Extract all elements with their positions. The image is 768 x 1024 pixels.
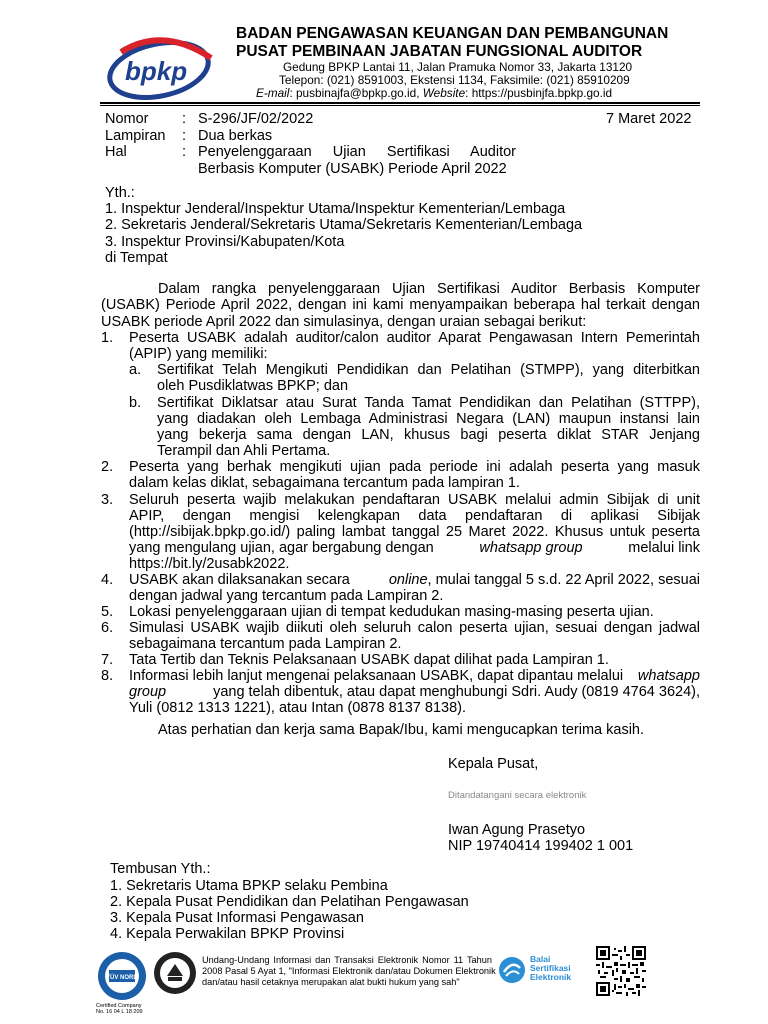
cc-item: 2. Kepala Pusat Pendidikan dan Pelatihan Pengawasan bbox=[110, 894, 469, 910]
tuv-certification-badge bbox=[96, 950, 148, 1002]
website-label: Website bbox=[422, 86, 466, 100]
item-1b-line: Sertifikat Diklatsar atau Surat Tanda Tamat Pendidikan dan Pelatihan (STTPP), bbox=[157, 395, 700, 411]
item-8-line: Yuli (0812 1313 1221), atau Intan (0878 8137 8138). bbox=[129, 700, 466, 716]
certified-company-label: Certified Company No. 16 04 L 18 209 bbox=[96, 1003, 143, 1015]
hal-label: Hal bbox=[105, 144, 127, 160]
logo-wordmark: bpkp bbox=[125, 56, 188, 86]
item-2-line: Peserta yang berhak mengikuti ujian pada periode ini adalah peserta yang masuk bbox=[129, 459, 700, 475]
item-number: 2. bbox=[101, 459, 114, 475]
email-value[interactable]: : pusbinajfa@bpkp.go.id, bbox=[289, 86, 423, 100]
recipient-item: 3. Inspektur Provinsi/Kabupaten/Kota bbox=[105, 234, 345, 250]
item-6-line: Simulasi USABK wajib diikuti oleh seluruh calon peserta ujian, sesuai dengan jadwal bbox=[129, 620, 700, 636]
cc-title: Tembusan Yth.: bbox=[110, 861, 211, 877]
yth: Yth.: bbox=[105, 185, 135, 201]
letter-date: 7 Maret 2022 bbox=[606, 111, 692, 127]
uu-ite-line: 2008 Pasal 5 Ayat 1, "Informasi Elektronik dan/atau Dokumen Elektronik bbox=[202, 966, 496, 976]
bssn-seal bbox=[152, 950, 198, 996]
item-1b-line: Terampil dan Ahli Pertama. bbox=[157, 443, 331, 459]
item-3-text: melalui link bbox=[628, 540, 700, 556]
item-1a-line: Sertifikat Telah Mengikuti Pendidikan dan Pelatihan (STMPP), yang diterbitkan bbox=[157, 362, 700, 378]
lampiran-label: Lampiran bbox=[105, 128, 166, 144]
subitem-letter: a. bbox=[129, 362, 142, 378]
bsre-logo-icon bbox=[498, 956, 526, 984]
item-4-text: , mulai tanggal 5 s.d. 22 April 2022, sesuai bbox=[427, 572, 700, 588]
nomor-label: Nomor bbox=[105, 111, 149, 127]
header-rule-thin bbox=[100, 105, 700, 106]
item-4-line bbox=[129, 572, 700, 589]
item-4-text: USABK akan dilaksanakan secara bbox=[129, 572, 350, 588]
item-1-line: (APIP) yang memiliki: bbox=[129, 346, 268, 362]
item-3-text: yang mengulang ujian, agar bergabung dengan bbox=[129, 540, 434, 556]
signatory-name: Iwan Agung Prasetyo bbox=[448, 822, 586, 838]
item-number: 5. bbox=[101, 604, 114, 620]
item-2-line: dalam kelas diklat, sebagaimana tercantum pada lampiran 1. bbox=[129, 475, 520, 491]
header-rule-thick bbox=[100, 102, 700, 104]
signatory-nip: NIP 19740414 199402 1 001 bbox=[448, 838, 634, 854]
hal-line2: Berbasis Komputer (USABK) Periode April 2022 bbox=[198, 161, 507, 177]
bpkp-logo bbox=[103, 32, 223, 102]
org-name-line2: PUSAT PEMBINAAN JABATAN FUNGSIONAL AUDITOR bbox=[236, 43, 643, 60]
item-8-line bbox=[129, 684, 700, 701]
whatsapp-link[interactable]: https://bit.ly/2usabk2022. bbox=[129, 556, 290, 572]
item-8-line bbox=[129, 668, 700, 685]
esign-note: Ditandatangani secara elektronik bbox=[448, 790, 587, 801]
item-number: 4. bbox=[101, 572, 114, 588]
uu-ite-line: Undang-Undang Informasi dan Transaksi Elektronik Nomor 11 Tahun bbox=[202, 955, 492, 965]
subitem-letter: b. bbox=[129, 395, 142, 411]
item-7-line: Tata Tertib dan Teknis Pelaksanaan USABK dapat dilihat pada Lampiran 1. bbox=[129, 652, 609, 668]
recipient-item: 1. Inspektur Jenderal/Inspektur Utama/Inspektur Kementerian/Lembaga bbox=[105, 201, 566, 217]
item-1a-line: oleh Pusdiklatwas BPKP; dan bbox=[157, 378, 349, 394]
intro-line: USABK periode April 2022 dan simulasinya, dengan uraian sebagai berikut: bbox=[101, 314, 587, 330]
group-term: group bbox=[129, 684, 167, 700]
qr-code bbox=[596, 946, 646, 996]
recipient-item: 2. Sekretaris Jenderal/Sekretaris Utama/Sekretaris Kementerian/Lembaga bbox=[105, 217, 583, 233]
item-8-text: Informasi lebih lanjut mengenai pelaksanaan USABK, dapat dipantau melalui bbox=[129, 668, 624, 684]
item-number: 3. bbox=[101, 492, 114, 508]
nomor-value: S-296/JF/02/2022 bbox=[198, 111, 314, 127]
uu-ite-line: dan/atau hasil cetaknya merupakan alat bukti hukum yang sah" bbox=[202, 977, 460, 987]
cc-item: 4. Kepala Perwakilan BPKP Provinsi bbox=[110, 926, 345, 942]
online-term: online bbox=[388, 572, 428, 588]
colon: : bbox=[182, 128, 187, 144]
email-label: E-mail bbox=[256, 86, 290, 100]
item-number: 7. bbox=[101, 652, 114, 668]
bsre-logo-text: Balai Sertifikasi Elektronik bbox=[530, 954, 572, 982]
item-3-line: APIP, dengan mengisi kelengkapan data pendaftaran di aplikasi Sibijak bbox=[129, 508, 700, 524]
intro-line: Dalam rangka penyelenggaraan Ujian Sertifikasi Auditor Berbasis Komputer bbox=[158, 281, 700, 297]
item-6-line: sebagaimana tercantum pada Lampiran 2. bbox=[129, 636, 402, 652]
item-number: 6. bbox=[101, 620, 114, 636]
signatory-title: Kepala Pusat, bbox=[448, 756, 539, 772]
intro-line: (USABK) Periode April 2022, dengan ini kami menyampaikan beberapa hal terkait dengan bbox=[101, 297, 700, 313]
item-5-line: Lokasi penyelenggaraan ujian di tempat kedudukan masing-masing peserta ujian. bbox=[129, 604, 654, 620]
hal-line1: Penyelenggaraan Ujian Sertifikasi Auditor bbox=[198, 144, 516, 160]
org-address: Gedung BPKP Lantai 11, Jalan Pramuka Nomor 33, Jakarta 13120 bbox=[283, 60, 633, 74]
tuv-text: TÜV NORD bbox=[106, 975, 138, 981]
uu-ite-notice bbox=[202, 955, 496, 988]
website-value[interactable]: : https://pusbinjfa.bpkp.go.id bbox=[465, 86, 613, 100]
closing-sentence: Atas perhatian dan kerja sama Bapak/Ibu, kami mengucapkan terima kasih. bbox=[158, 722, 645, 738]
item-3-line bbox=[129, 540, 700, 557]
item-number: 8. bbox=[101, 668, 114, 684]
cc-item: 1. Sekretaris Utama BPKP selaku Pembina bbox=[110, 878, 388, 894]
item-3-line: Seluruh peserta wajib melakukan pendaftaran USABK melalui admin Sibijak di unit bbox=[129, 492, 700, 508]
item-3-line: (http://sibijak.bpkp.go.id/) paling lambat tanggal 25 Maret 2022. Khusus untuk peserta bbox=[129, 524, 700, 540]
item-number: 1. bbox=[101, 330, 114, 346]
org-phone: Telepon: (021) 8591003, Ekstensi 1134, Faksimile: (021) 85910209 bbox=[279, 73, 630, 87]
cc-item: 3. Kepala Pusat Informasi Pengawasan bbox=[110, 910, 364, 926]
item-4-line: dengan jadwal yang tercantum pada Lampiran 2. bbox=[129, 588, 444, 604]
item-1b-line: yang diadakan oleh Lembaga Administrasi Negara (LAN) maupun instansi lain bbox=[157, 411, 700, 427]
item-1b-line: yang bekerja sama dengan LAN, khusus bagi peserta diklat STAR Jenjang bbox=[157, 427, 700, 443]
item-1-line: Peserta USABK adalah auditor/calon auditor Aparat Pengawasan Intern Pemerintah bbox=[129, 330, 700, 346]
colon: : bbox=[182, 111, 187, 127]
org-contact bbox=[256, 86, 612, 100]
lampiran-value: Dua berkas bbox=[198, 128, 273, 144]
whatsapp-term: whatsapp bbox=[637, 668, 700, 684]
item-8-text: yang telah dibentuk, atau dapat menghubungi Sdri. Audy (0819 4764 3624), bbox=[213, 684, 700, 700]
whatsapp-group-term: whatsapp group bbox=[479, 540, 583, 556]
colon: : bbox=[182, 144, 187, 160]
recipient-place: di Tempat bbox=[105, 250, 168, 266]
org-name-line1: BADAN PENGAWASAN KEUANGAN DAN PEMBANGUNAN bbox=[236, 25, 669, 42]
